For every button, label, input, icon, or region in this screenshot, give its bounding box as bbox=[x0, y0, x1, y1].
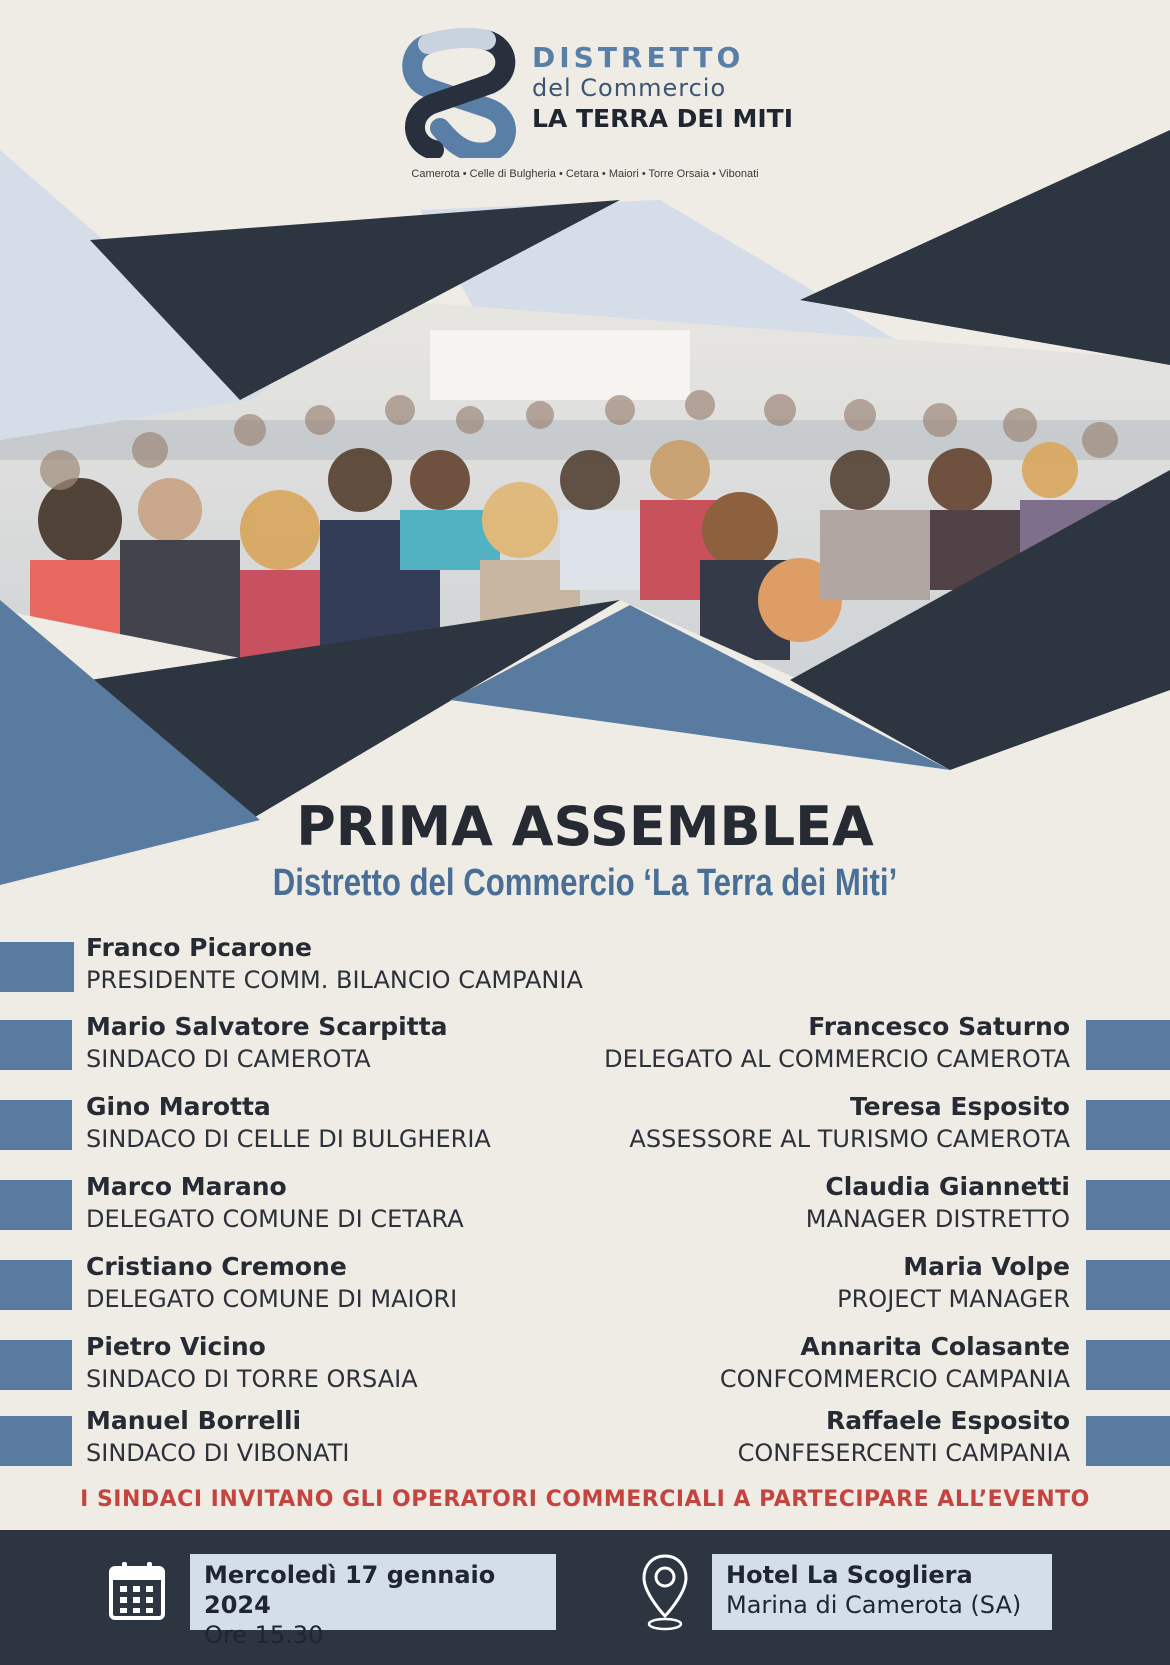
calendar-icon bbox=[108, 1560, 166, 1622]
speaker-left bbox=[86, 1332, 418, 1396]
event-date: Mercoledì 17 gennaio 2024 bbox=[204, 1561, 496, 1619]
speaker-name: Franco Picarone bbox=[86, 933, 313, 962]
speaker-left bbox=[86, 933, 583, 997]
speaker-role: PRESIDENTE COMM. BILANCIO CAMPANIA bbox=[86, 966, 583, 994]
speaker-role: SINDACO DI CAMEROTA bbox=[86, 1045, 371, 1073]
speaker-name: Raffaele Esposito bbox=[825, 1406, 1070, 1435]
accent-bar-left bbox=[0, 1260, 72, 1310]
towns-list: Camerota • Celle di Bulgheria • Cetara • Maiori • Torre Orsaia • Vibonati bbox=[411, 168, 759, 180]
speaker-name: Manuel Borrelli bbox=[86, 1406, 302, 1435]
accent-bar-right bbox=[1086, 1416, 1170, 1466]
accent-bar-left bbox=[0, 942, 74, 992]
speaker-left bbox=[86, 1252, 457, 1316]
speaker-name: Gino Marotta bbox=[86, 1092, 271, 1121]
speaker-left bbox=[86, 1406, 349, 1470]
accent-bar-right bbox=[1086, 1180, 1170, 1230]
date-box bbox=[190, 1554, 556, 1649]
speaker-name: Cristiano Cremone bbox=[86, 1252, 347, 1281]
speaker-name: Teresa Esposito bbox=[849, 1092, 1070, 1121]
logo-line-3: LA TERRA DEI MITI bbox=[532, 104, 794, 133]
accent-bar-left bbox=[0, 1100, 72, 1150]
accent-bar-left bbox=[0, 1416, 72, 1466]
venue-name: Hotel La Scogliera bbox=[726, 1561, 973, 1589]
footer bbox=[0, 1530, 1170, 1665]
speaker-right bbox=[806, 1172, 1070, 1236]
invite-banner: I SINDACI INVITANO GLI OPERATORI COMMERCIALI A PARTECIPARE ALL’EVENTO bbox=[80, 1487, 1090, 1512]
accent-bar-left bbox=[0, 1340, 72, 1390]
speaker-right bbox=[837, 1252, 1070, 1316]
accent-bar-right bbox=[1086, 1100, 1170, 1150]
speaker-left bbox=[86, 1012, 448, 1076]
logo-line-1: DISTRETTO bbox=[532, 41, 745, 74]
accent-bar-left bbox=[0, 1180, 72, 1230]
speaker-role: DELEGATO COMUNE DI CETARA bbox=[86, 1205, 464, 1233]
speaker-name: Claudia Giannetti bbox=[825, 1172, 1070, 1201]
speaker-left bbox=[86, 1092, 491, 1156]
accent-bar-right bbox=[1086, 1340, 1170, 1390]
speaker-right bbox=[629, 1092, 1070, 1156]
speaker-role: SINDACO DI TORRE ORSAIA bbox=[86, 1365, 418, 1393]
infinity-loop-logo bbox=[400, 28, 520, 158]
speaker-name: Maria Volpe bbox=[903, 1252, 1070, 1281]
page-subtitle: Distretto del Commercio ‘La Terra dei Miti’ bbox=[272, 862, 898, 904]
logo-line-2: del Commercio bbox=[532, 74, 727, 102]
speaker-right bbox=[738, 1406, 1070, 1470]
page-title: PRIMA ASSEMBLEA bbox=[296, 795, 874, 858]
speaker-right bbox=[604, 1012, 1070, 1076]
speaker-role: DELEGATO COMUNE DI MAIORI bbox=[86, 1285, 458, 1313]
accent-bar-right bbox=[1086, 1260, 1170, 1310]
accent-bar-left bbox=[0, 1020, 72, 1070]
speaker-role: MANAGER DISTRETTO bbox=[805, 1205, 1070, 1233]
location-pin-icon bbox=[640, 1552, 690, 1632]
speaker-role: SINDACO DI CELLE DI BULGHERIA bbox=[86, 1125, 491, 1153]
speaker-name: Francesco Saturno bbox=[808, 1012, 1070, 1041]
speaker-role: CONFESERCENTI CAMPANIA bbox=[737, 1439, 1070, 1467]
speaker-role: PROJECT MANAGER bbox=[837, 1285, 1070, 1313]
speaker-name: Mario Salvatore Scarpitta bbox=[86, 1012, 448, 1041]
venue-location: Marina di Camerota (SA) bbox=[726, 1591, 1022, 1619]
accent-bar-right bbox=[1086, 1020, 1170, 1070]
speaker-name: Pietro Vicino bbox=[86, 1332, 266, 1361]
speaker-name: Marco Marano bbox=[86, 1172, 287, 1201]
speaker-role: ASSESSORE AL TURISMO CAMEROTA bbox=[629, 1125, 1070, 1153]
speaker-name: Annarita Colasante bbox=[800, 1332, 1070, 1361]
speaker-right bbox=[720, 1332, 1070, 1396]
speaker-left bbox=[86, 1172, 464, 1236]
logo-wordmark bbox=[532, 41, 794, 133]
hero-collage bbox=[0, 130, 1170, 890]
speaker-role: CONFCOMMERCIO CAMPANIA bbox=[719, 1365, 1070, 1393]
event-time: Ore 15.30 bbox=[204, 1621, 324, 1649]
speaker-role: SINDACO DI VIBONATI bbox=[86, 1439, 350, 1467]
venue-box bbox=[712, 1554, 1052, 1630]
speaker-role: DELEGATO AL COMMERCIO CAMEROTA bbox=[604, 1045, 1070, 1073]
